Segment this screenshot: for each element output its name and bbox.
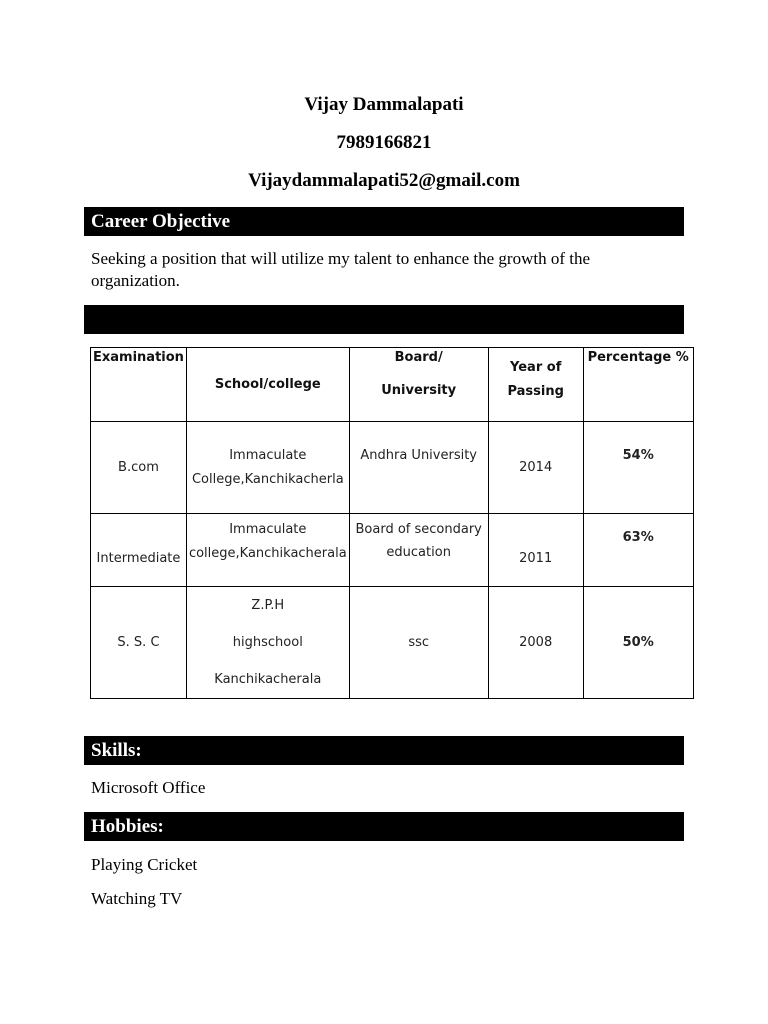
cell-board-line-1: Board of secondary — [355, 522, 482, 537]
header-year — [488, 348, 583, 422]
table-header-row — [91, 348, 694, 422]
cell-percentage: 54% — [583, 422, 693, 514]
cell-school — [186, 422, 349, 514]
cell-percentage: 63% — [583, 514, 693, 587]
education-table — [90, 347, 694, 699]
table-row — [91, 514, 694, 587]
cell-year: 2011 — [488, 514, 583, 587]
skill-item: Microsoft Office — [91, 778, 206, 797]
header-board-line-1: Board/ — [394, 350, 443, 365]
header-year-line-2: Passing — [507, 384, 564, 399]
header-examination: Examination — [91, 348, 187, 422]
cell-examination: S. S. C — [91, 587, 187, 699]
cell-school-line-2: highschool — [232, 635, 303, 650]
email-address: Vijaydammalapati52@gmail.com — [248, 170, 520, 191]
cell-year: 2014 — [488, 422, 583, 514]
cell-board: ssc — [349, 587, 488, 699]
cell-school-line-3: Kanchikacherala — [214, 672, 322, 687]
cell-year: 2008 — [488, 587, 583, 699]
skills-heading: Skills: — [84, 736, 684, 765]
cell-school — [186, 514, 349, 587]
cell-school-line-1: Immaculate — [229, 522, 307, 537]
cell-percentage: 50% — [583, 587, 693, 699]
header-year-line-1: Year of — [510, 360, 562, 375]
education-heading-bar — [84, 305, 684, 334]
header-percentage: Percentage % — [583, 348, 693, 422]
cell-school-line-1: Immaculate — [229, 447, 307, 463]
hobby-item: Watching TV — [91, 889, 183, 908]
cell-school — [186, 587, 349, 699]
table-row — [91, 587, 694, 699]
cell-board-line-2: education — [386, 545, 451, 560]
cell-examination: Intermediate — [91, 514, 187, 587]
candidate-name: Vijay Dammalapati — [304, 94, 464, 115]
hobbies-heading: Hobbies: — [84, 812, 684, 841]
cell-school-line-2: College,Kanchikacherla — [191, 471, 344, 487]
cell-board — [349, 514, 488, 587]
header-board — [349, 348, 488, 422]
cell-board: Andhra University — [349, 422, 488, 514]
header-board-line-2: University — [381, 383, 457, 398]
header-school: School/college — [186, 348, 349, 422]
career-objective-line-1: Seeking a position that will utilize my talent to enhance the growth of the — [91, 249, 591, 268]
career-objective-line-2: organization. — [91, 271, 180, 290]
table-row — [91, 422, 694, 514]
cell-school-line-1: Z.P.H — [251, 598, 285, 613]
hobby-item: Playing Cricket — [91, 855, 198, 874]
cell-examination: B.com — [91, 422, 187, 514]
phone-number: 7989166821 — [336, 132, 432, 153]
cell-school-line-2: college,Kanchikacherala — [188, 546, 347, 561]
career-objective-heading: Career Objective — [84, 207, 684, 236]
